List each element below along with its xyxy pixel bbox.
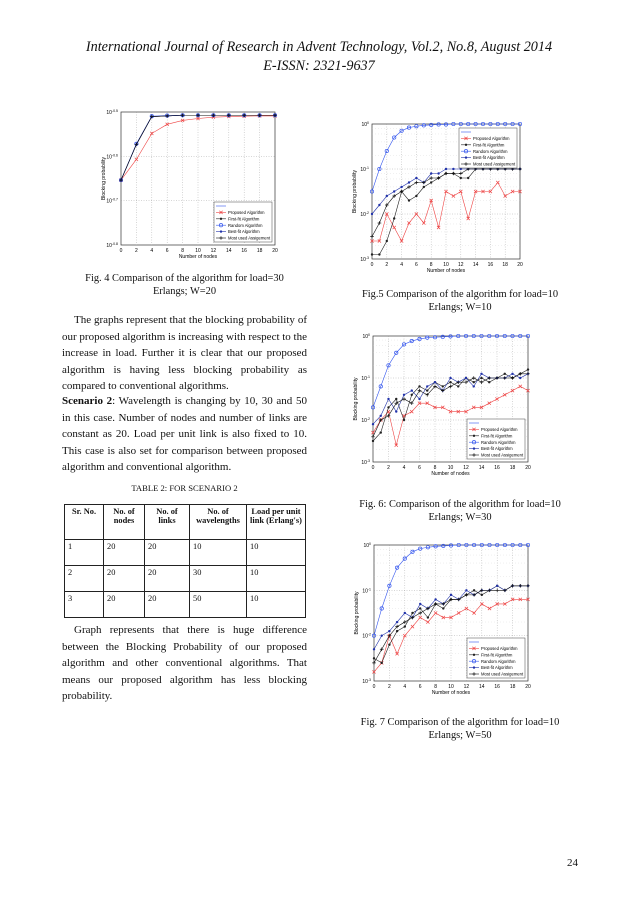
x-tick-label: 4 — [403, 684, 407, 690]
x-tick-label: 2 — [135, 248, 138, 254]
data-point — [430, 181, 432, 183]
table-cell: 20 — [145, 566, 190, 592]
table-cell: 1 — [65, 540, 104, 566]
data-point — [427, 616, 429, 618]
data-point — [460, 177, 462, 179]
x-tick-label: 8 — [434, 684, 437, 690]
y-tick-label: $10^0$ — [363, 542, 371, 549]
fig4-caption-1: Fig. 4 Comparison of the algorithm for load=30 — [85, 273, 284, 284]
table-cell: 20 — [145, 592, 190, 618]
data-point — [496, 585, 498, 587]
data-point — [393, 217, 395, 219]
table-cell: 10 — [247, 540, 306, 566]
x-tick-label: 10 — [448, 684, 454, 690]
legend-marker — [473, 447, 475, 449]
data-point — [380, 431, 382, 433]
y-axis-label: Blocking probability — [354, 591, 360, 635]
data-point — [378, 253, 380, 255]
x-tick-label: 18 — [502, 262, 508, 268]
x-tick-label: 10 — [195, 248, 201, 254]
table-row — [65, 540, 306, 566]
data-point — [445, 168, 447, 170]
y-tick-label: $10^{-0.5}$ — [106, 109, 118, 116]
data-point — [511, 373, 513, 375]
x-tick-label: 6 — [418, 465, 421, 471]
x-tick-label: 8 — [181, 248, 184, 254]
y-tick-label: $10^0$ — [362, 333, 370, 340]
fig5-chart — [336, 115, 532, 275]
x-tick-label: 0 — [371, 465, 375, 471]
data-point — [442, 385, 444, 387]
x-tick-label: 16 — [494, 684, 500, 690]
data-point — [387, 406, 389, 408]
legend-marker — [465, 156, 467, 158]
x-tick-label: 6 — [415, 262, 418, 268]
data-point — [452, 168, 454, 170]
y-tick-label: $10^{-0.8}$ — [106, 242, 118, 249]
data-point — [434, 598, 436, 600]
table-header-row — [65, 505, 306, 540]
legend-entry: Random Algorithm — [228, 222, 263, 228]
legend-entry: Random Algorithm — [473, 148, 508, 154]
legend-marker — [220, 218, 222, 220]
x-tick-label: 10 — [447, 465, 454, 471]
table-row — [65, 566, 306, 592]
y-tick-label: $10^{-1}$ — [362, 587, 371, 595]
data-point — [488, 381, 490, 383]
data-point — [395, 410, 397, 412]
x-tick-label: 4 — [400, 262, 403, 268]
data-point — [437, 172, 439, 174]
legend-entry: Most used Assigement — [481, 671, 524, 677]
y-axis-label: Blocking probability — [101, 156, 107, 201]
fig6-caption-2: Erlangs; W=30 — [428, 512, 492, 523]
x-tick-label: 8 — [433, 465, 437, 471]
table-cell: 10 — [247, 566, 306, 592]
table-row — [65, 592, 306, 618]
legend-entry: Proposed Algorithm — [481, 646, 518, 651]
x-tick-label: 14 — [479, 684, 485, 690]
y-tick-label: $10^{-1}$ — [360, 166, 369, 173]
data-point — [449, 381, 451, 383]
y-tick-label: $10^{-2}$ — [361, 417, 370, 424]
data-point — [480, 377, 482, 379]
data-point — [408, 181, 410, 183]
x-tick-label: 18 — [509, 684, 516, 690]
data-point — [527, 368, 529, 370]
table-cell: 3 — [65, 592, 104, 618]
x-tick-label: 18 — [509, 465, 516, 471]
data-point — [418, 385, 420, 387]
data-point — [473, 381, 475, 383]
x-tick-label: 14 — [472, 262, 479, 268]
data-point — [473, 589, 475, 591]
data-point — [371, 253, 373, 255]
table-cell: 20 — [145, 540, 190, 566]
data-point — [408, 199, 410, 201]
data-point — [426, 385, 428, 387]
x-tick-label: 20 — [517, 262, 523, 268]
data-point — [388, 644, 390, 646]
data-point — [396, 621, 398, 623]
x-tick-label: 14 — [226, 248, 232, 254]
data-point — [411, 612, 413, 614]
table-cell: 10 — [190, 540, 247, 566]
y-axis-label: Blocking probability — [353, 377, 359, 421]
data-point — [404, 612, 406, 614]
issn: E-ISSN: 2321-9637 — [263, 58, 375, 74]
table-header-cell: Load per unit link (Erlang's) — [247, 505, 306, 540]
y-tick-label: $10^0$ — [361, 121, 369, 128]
y-tick-label: $10^{-2}$ — [362, 632, 371, 640]
x-tick-label: 16 — [487, 262, 494, 268]
data-point — [393, 190, 395, 192]
fig7-caption-1: Fig. 7 Comparison of the algorithm for load=10 — [360, 717, 560, 728]
x-tick-label: 6 — [165, 248, 169, 254]
y-tick-label: $10^{-0.6}$ — [106, 153, 118, 161]
x-tick-label: 2 — [387, 465, 390, 471]
x-tick-label: 0 — [119, 248, 123, 254]
scenario-text: : Wavelength is changing by 10, 30 and 50 in this case. Number of nodes and number of links are constant as 20. Load per unit link is also fixed to 10. This case is also set for comparison between proposed algorithm and conventional algorithm. — [62, 395, 307, 473]
legend-entry: Random Algorithm — [481, 658, 516, 664]
data-point — [373, 657, 375, 659]
fig5-caption-1: Fig.5 Comparison of the algorithm for load=10 — [361, 289, 559, 300]
x-tick-label: 12 — [458, 262, 464, 268]
data-point — [380, 415, 382, 417]
legend-marker — [473, 654, 475, 656]
fig6-caption-1: Fig. 6: Comparison of the algorithm for load=10 — [359, 499, 561, 510]
data-point — [396, 630, 398, 632]
x-tick-label: 16 — [241, 248, 247, 254]
data-point — [372, 440, 374, 442]
x-tick-label: 20 — [272, 248, 278, 254]
y-tick-label: $10^{-3}$ — [362, 678, 371, 685]
legend-entry: Best-fit Algorithm — [473, 155, 505, 161]
data-point — [381, 634, 383, 636]
x-axis-label: Number of nodes — [178, 254, 218, 260]
data-point — [373, 648, 375, 650]
data-point — [418, 398, 420, 400]
x-tick-label: 4 — [150, 248, 154, 254]
y-axis-label: Blocking probability — [352, 169, 358, 214]
data-point — [378, 204, 380, 206]
x-axis-label: Number of nodes — [431, 471, 470, 477]
legend-marker — [473, 435, 475, 437]
y-tick-label: $10^{-3}$ — [361, 459, 370, 466]
table-cell: 50 — [190, 592, 247, 618]
x-tick-label: 2 — [388, 684, 391, 690]
x-tick-label: 6 — [418, 684, 422, 690]
legend-marker — [465, 144, 467, 146]
legend-entry: Best-fit Algorithm — [481, 446, 513, 452]
data-point — [519, 377, 521, 379]
data-point — [450, 594, 452, 596]
data-point — [481, 594, 483, 596]
data-point — [473, 385, 475, 387]
data-point — [426, 389, 428, 391]
data-point — [400, 186, 402, 188]
data-point — [411, 394, 413, 396]
x-tick-label: 2 — [385, 262, 389, 268]
table-title: TABLE 2: FOR SCENARIO 2 — [131, 483, 238, 493]
x-tick-label: 20 — [525, 465, 531, 471]
legend-entry: Proposed Algorithm — [228, 210, 265, 215]
x-tick-label: 12 — [210, 248, 217, 254]
table-cell: 30 — [190, 566, 247, 592]
data-point — [430, 172, 432, 174]
x-axis-label: Number of nodes — [426, 268, 466, 274]
scenario-2-table — [64, 504, 306, 618]
y-tick-label: $10^{-3}$ — [360, 256, 369, 263]
data-point — [504, 373, 506, 375]
x-tick-label: 18 — [256, 248, 263, 254]
paragraph-scenario-2 — [62, 393, 307, 476]
legend-marker — [473, 666, 475, 668]
data-point — [465, 377, 467, 379]
data-point — [457, 385, 459, 387]
data-point — [386, 195, 388, 197]
data-point — [388, 630, 390, 632]
fig4-caption-2: Erlangs; W=20 — [152, 286, 217, 297]
table-header-cell: Sr. No. — [65, 505, 104, 540]
table-header-cell: No. of nodes — [104, 505, 145, 540]
fig6-chart — [340, 328, 536, 478]
x-tick-label: 10 — [443, 262, 449, 268]
x-tick-label: 4 — [402, 465, 406, 471]
fig7-caption-2: Erlangs; W=50 — [428, 730, 492, 741]
data-point — [415, 195, 417, 197]
data-point — [423, 186, 425, 188]
data-point — [465, 589, 467, 591]
legend-entry: Proposed Algorithm — [473, 136, 510, 141]
legend-marker — [220, 230, 222, 232]
legend-entry: Proposed Algorithm — [481, 427, 518, 432]
legend-entry: Most used Assigement — [228, 235, 271, 241]
journal-title: International Journal of Research in Advent Technology, Vol.2, No.8, August 2014 — [85, 39, 553, 55]
legend-entry: Random Algorithm — [481, 439, 516, 445]
x-axis-label: Number of nodes — [431, 690, 471, 696]
data-point — [467, 177, 469, 179]
y-tick-label: $10^{-1}$ — [361, 375, 370, 382]
fig5-caption-2: Erlangs; W=10 — [428, 302, 492, 313]
data-point — [403, 394, 405, 396]
data-point — [442, 607, 444, 609]
data-point — [449, 377, 451, 379]
data-point — [395, 398, 397, 400]
legend-entry: First-fit Algorithm — [481, 652, 513, 658]
data-point — [415, 177, 417, 179]
table-header-cell: No. of wavelengths — [190, 505, 247, 540]
legend-entry: Most used Assigement — [473, 161, 516, 167]
table-cell: 20 — [104, 592, 145, 618]
data-point — [371, 213, 373, 215]
data-point — [419, 603, 421, 605]
data-point — [480, 373, 482, 375]
scenario-label: Scenario 2 — [62, 395, 113, 407]
x-tick-label: 12 — [463, 465, 469, 471]
y-tick-label: $10^{-2}$ — [360, 211, 369, 218]
data-point — [419, 607, 421, 609]
data-point — [387, 398, 389, 400]
page-number: 24 — [567, 857, 578, 869]
x-tick-label: 8 — [429, 262, 433, 268]
x-tick-label: 14 — [478, 465, 485, 471]
data-point — [386, 240, 388, 242]
paragraph-conclusion: Graph represents that there is huge difference between the Blocking Probability of our proposed algorithm and other conventional algorithms. That means our proposed algorithm has less blocking probability. — [62, 624, 307, 702]
legend-entry: First-fit Algorithm — [473, 142, 505, 148]
table-cell: 2 — [65, 566, 104, 592]
data-point — [411, 389, 413, 391]
x-tick-label: 0 — [372, 684, 376, 690]
data-point — [372, 423, 374, 425]
table-cell: 20 — [104, 566, 145, 592]
x-tick-label: 0 — [370, 262, 374, 268]
legend-entry: Best-fit Algorithm — [481, 665, 513, 671]
paragraph-results: The graphs represent that the blocking probability of our proposed algorithm is increasing with respect to the increase in load. Further it is clear that our proposed algorithm is having less blocking probability as compared to conventional algorithms. — [62, 314, 307, 392]
data-point — [381, 662, 383, 664]
fig4-chart — [84, 104, 284, 266]
table-header-cell: No. of links — [145, 505, 190, 540]
x-tick-label: 12 — [463, 684, 470, 690]
legend-entry: Best-fit Algorithm — [228, 229, 260, 235]
legend-entry: Most used Assigement — [481, 452, 524, 458]
data-point — [403, 419, 405, 421]
legend-entry: First-fit Algorithm — [228, 216, 260, 222]
data-point — [404, 625, 406, 627]
table-cell: 10 — [247, 592, 306, 618]
legend-entry: First-fit Algorithm — [481, 433, 513, 439]
data-point — [434, 381, 436, 383]
y-tick-label: $10^{-0.7}$ — [106, 197, 118, 205]
table-cell: 20 — [104, 540, 145, 566]
x-tick-label: 16 — [494, 465, 500, 471]
fig7-chart — [340, 537, 536, 697]
x-tick-label: 20 — [525, 684, 531, 690]
